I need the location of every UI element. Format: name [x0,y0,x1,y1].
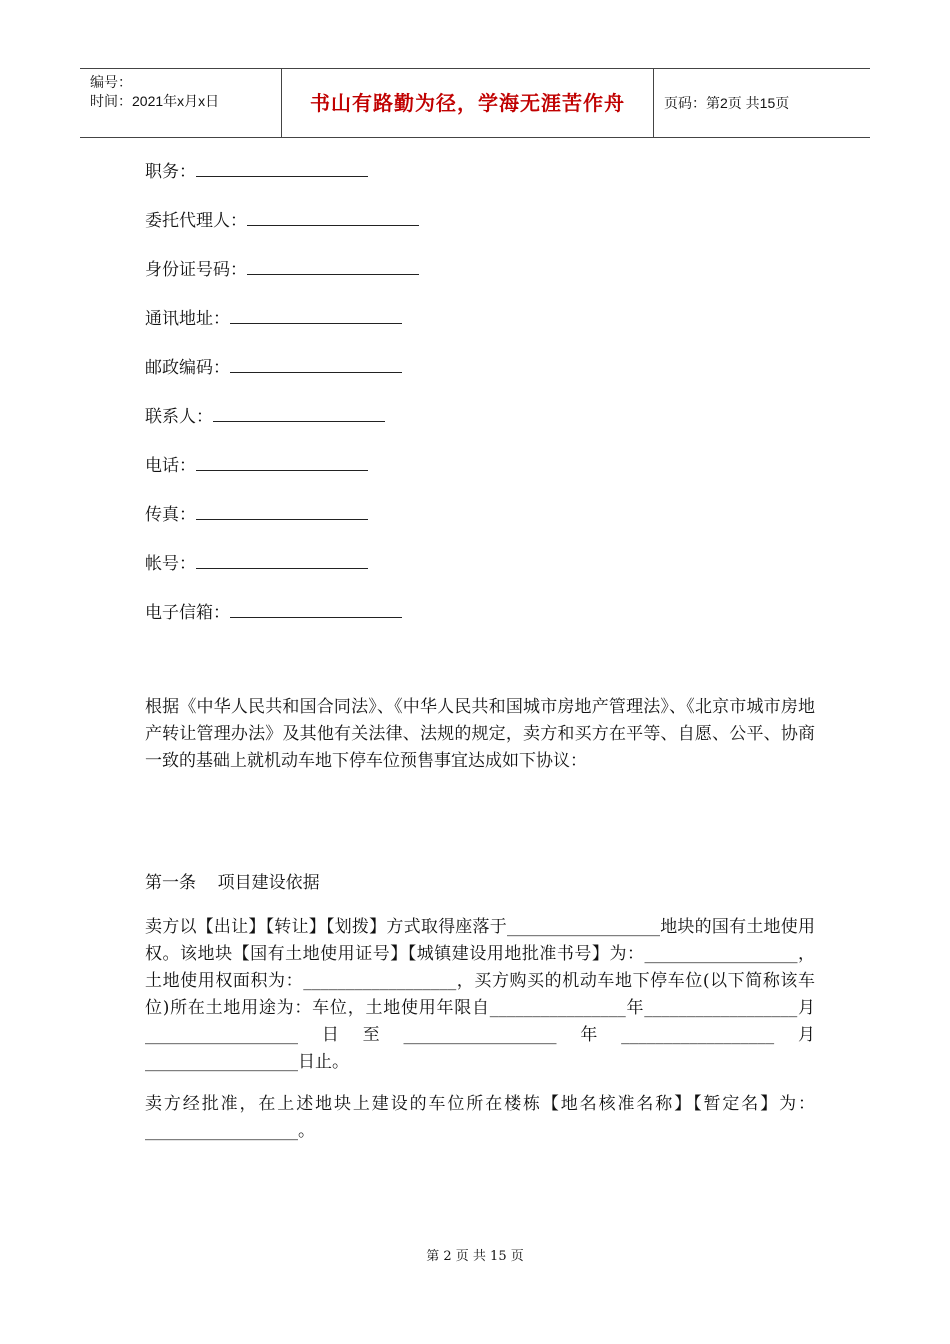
field-position [145,160,368,184]
field-label: 联系人： [145,407,213,427]
field-label: 职务： [145,162,196,182]
header-meta-cell [80,69,282,137]
field-address [145,307,402,331]
header-motto: 书山有路勤为径，学海无涯苦作舟 [282,69,654,137]
field-label: 身份证号码： [145,260,247,280]
field-account [145,552,368,576]
field-label: 电子信箱： [145,603,230,623]
field-postcode [145,356,402,380]
blank-line [230,356,402,373]
article-1-paragraph-2: 卖方经批准，在上述地块上建设的车位所在楼栋【地名核准名称】【暂定名】为：__________________。 [145,1094,815,1141]
blank-line [247,209,419,226]
field-label: 电话： [145,456,196,476]
field-label: 邮政编码： [145,358,230,378]
field-phone [145,454,368,478]
page-footer: 第 2 页 共 15 页 [426,1249,524,1264]
blank-line [196,503,368,520]
blank-line [247,258,419,275]
article-1-paragraph-1: 卖方以【出让】【转让】【划拨】方式取得座落于__________________地块的国有土地使用权。该地块【国有土地使用证号】【城镇建设用地批准书号】为：__________________，土地使用权面积为：__________________，买方购买的机动车地下停车位(以下简称该车位)所在土地用途为：车位，土地使用年限自________________年__________________月__________________日至__________________年__________________月__________________日止。 [145,917,815,1072]
blank-line [230,307,402,324]
field-label: 通讯地址： [145,309,230,329]
page-header [80,68,870,138]
article-1-title: 第一条 项目建设依据 [145,873,320,893]
field-id-number [145,258,419,282]
document-number-label: 编号： [90,74,132,90]
blank-line [196,454,368,471]
field-email [145,601,402,625]
blank-line [230,601,402,618]
field-agent [145,209,419,233]
field-label: 帐号： [145,554,196,574]
blank-line [213,405,385,422]
field-contact [145,405,385,429]
intro-paragraph: 根据《中华人民共和国合同法》、《中华人民共和国城市房地产管理法》、《北京市城市房地产转让管理办法》及其他有关法律、法规的规定，卖方和买方在平等、自愿、公平、协商一致的基础上就机动车地下停车位预售事宜达成如下协议： [145,697,815,771]
field-label: 传真： [145,505,196,525]
blank-line [196,160,368,177]
blank-line [196,552,368,569]
document-time-label: 时间：2021年x月x日 [90,93,220,109]
field-label: 委托代理人： [145,211,247,231]
header-page-info: 页码：第2页 共15页 [664,95,790,111]
field-fax [145,503,368,527]
